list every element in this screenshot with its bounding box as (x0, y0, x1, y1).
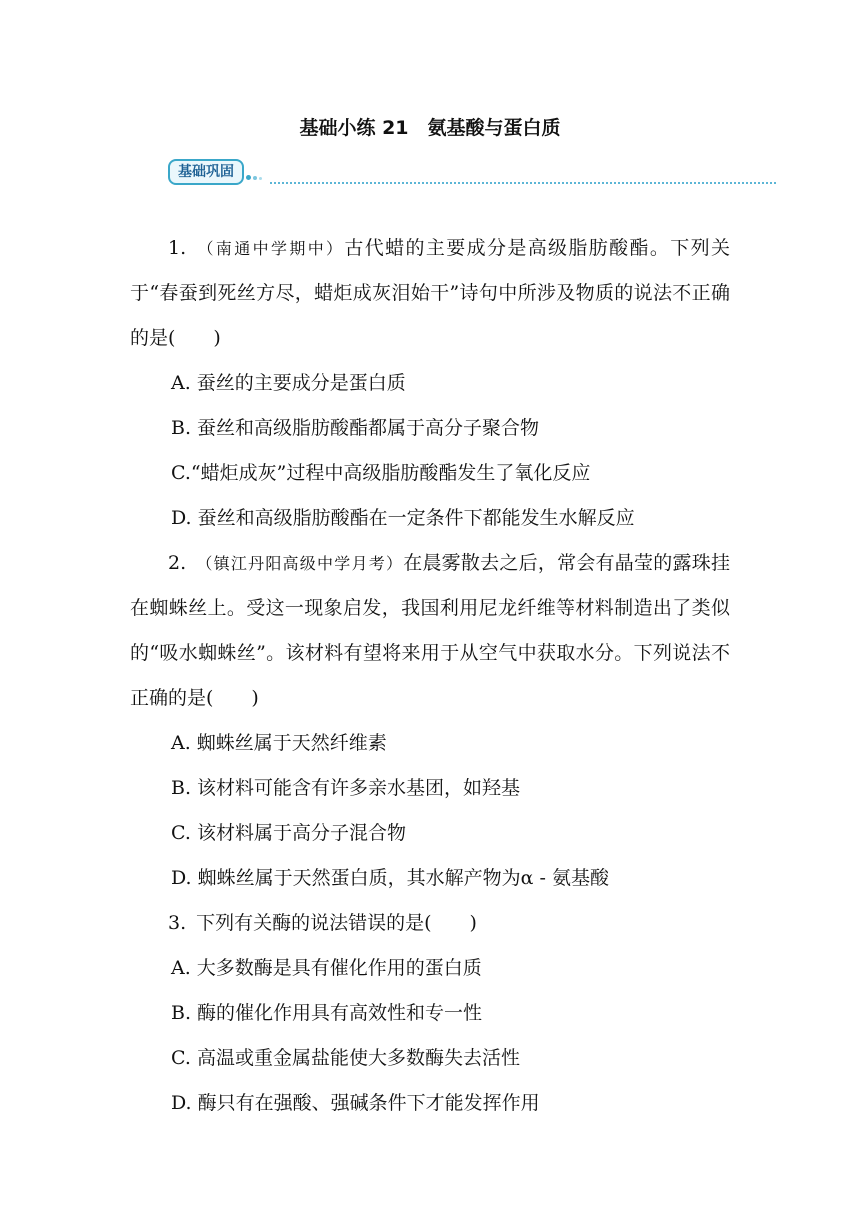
question-source: （南通中学期中） (196, 239, 345, 258)
option-b: B. 蚕丝和高级脂肪酸酯都属于高分子聚合物 (171, 417, 540, 439)
question-number: 2. (168, 552, 187, 574)
question-3 (130, 901, 730, 1126)
question-list (130, 226, 730, 1126)
question-text: 下列有关酶的说法错误的是( ) (196, 912, 477, 934)
section-tag (168, 159, 264, 185)
question-number: 1. (168, 237, 187, 259)
option-a: A. 大多数酶是具有催化作用的蛋白质 (171, 957, 482, 979)
option-a: A. 蜘蛛丝属于天然纤维素 (171, 732, 387, 754)
option-a: A. 蚕丝的主要成分是蛋白质 (171, 372, 406, 394)
question-1 (130, 226, 730, 541)
question-source: （镇江丹阳高级中学月考） (196, 554, 404, 573)
section-divider (270, 182, 776, 184)
option-b: B. 酶的催化作用具有高效性和专一性 (171, 1002, 483, 1024)
question-stem (130, 226, 730, 361)
option-c: C.“蜡炬成灰”过程中高级脂肪酸酯发生了氧化反应 (171, 462, 591, 484)
section-label: 基础巩固 (168, 159, 244, 185)
question-number: 3. (168, 912, 187, 934)
option-c: C. 高温或重金属盐能使大多数酶失去活性 (171, 1047, 520, 1069)
option-d: D. 酶只有在强酸、强碱条件下才能发挥作用 (171, 1092, 540, 1114)
option-c: C. 该材料属于高分子混合物 (171, 822, 406, 844)
question-stem (130, 541, 730, 721)
option-b: B. 该材料可能含有许多亲水基团，如羟基 (171, 777, 521, 799)
option-d: D. 蜘蛛丝属于天然蛋白质，其水解产物为α - 氨基酸 (171, 867, 609, 889)
option-d: D. 蚕丝和高级脂肪酸酯在一定条件下都能发生水解反应 (171, 507, 635, 529)
question-2 (130, 541, 730, 901)
dots-ornament-icon (246, 175, 264, 180)
question-text: 在晨雾散去之后，常会有晶莹的露珠挂在蜘蛛丝上。受这一现象启发，我国利用尼龙纤维等材料制造出了类似的“吸水蜘蛛丝”。该材料有望将来用于从空气中获取水分。下列说法不正确的是( ) (130, 552, 730, 709)
page-title: 基础小练 21 氨基酸与蛋白质 (299, 117, 561, 139)
question-text: 古代蜡的主要成分是高级脂肪酸酯。下列关于“春蚕到死丝方尽，蜡炬成灰泪始干”诗句中所涉及物质的说法不正确的是( ) (130, 237, 730, 349)
question-stem (130, 901, 730, 946)
